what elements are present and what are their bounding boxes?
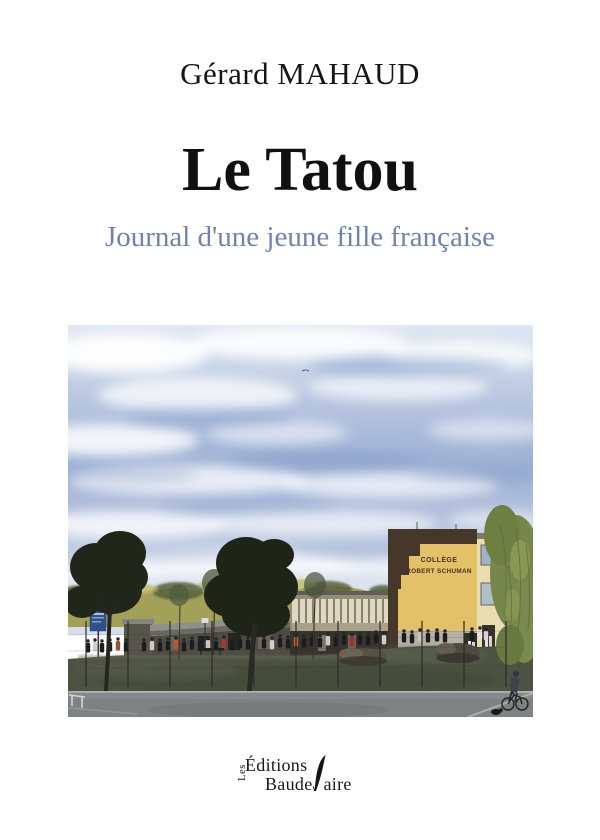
publisher-name-line2: Baude aire (265, 774, 352, 794)
publisher-prefix: Les (236, 764, 248, 781)
publisher-name-line1: Éditions (245, 755, 308, 775)
quill-icon (312, 754, 326, 792)
cover-photo (68, 325, 533, 717)
book-title: Le Tatou (181, 136, 419, 204)
publisher-logo (236, 750, 364, 804)
basketball-backboard (202, 618, 209, 623)
college-sign-line2: ROBERT SCHUMAN (406, 568, 472, 575)
college-sign-line1: COLLÈGE (420, 557, 458, 564)
book-subtitle: Journal d'une jeune fille française (104, 221, 496, 253)
road (68, 691, 533, 717)
author-name: Gérard MAHAUD (180, 56, 420, 91)
